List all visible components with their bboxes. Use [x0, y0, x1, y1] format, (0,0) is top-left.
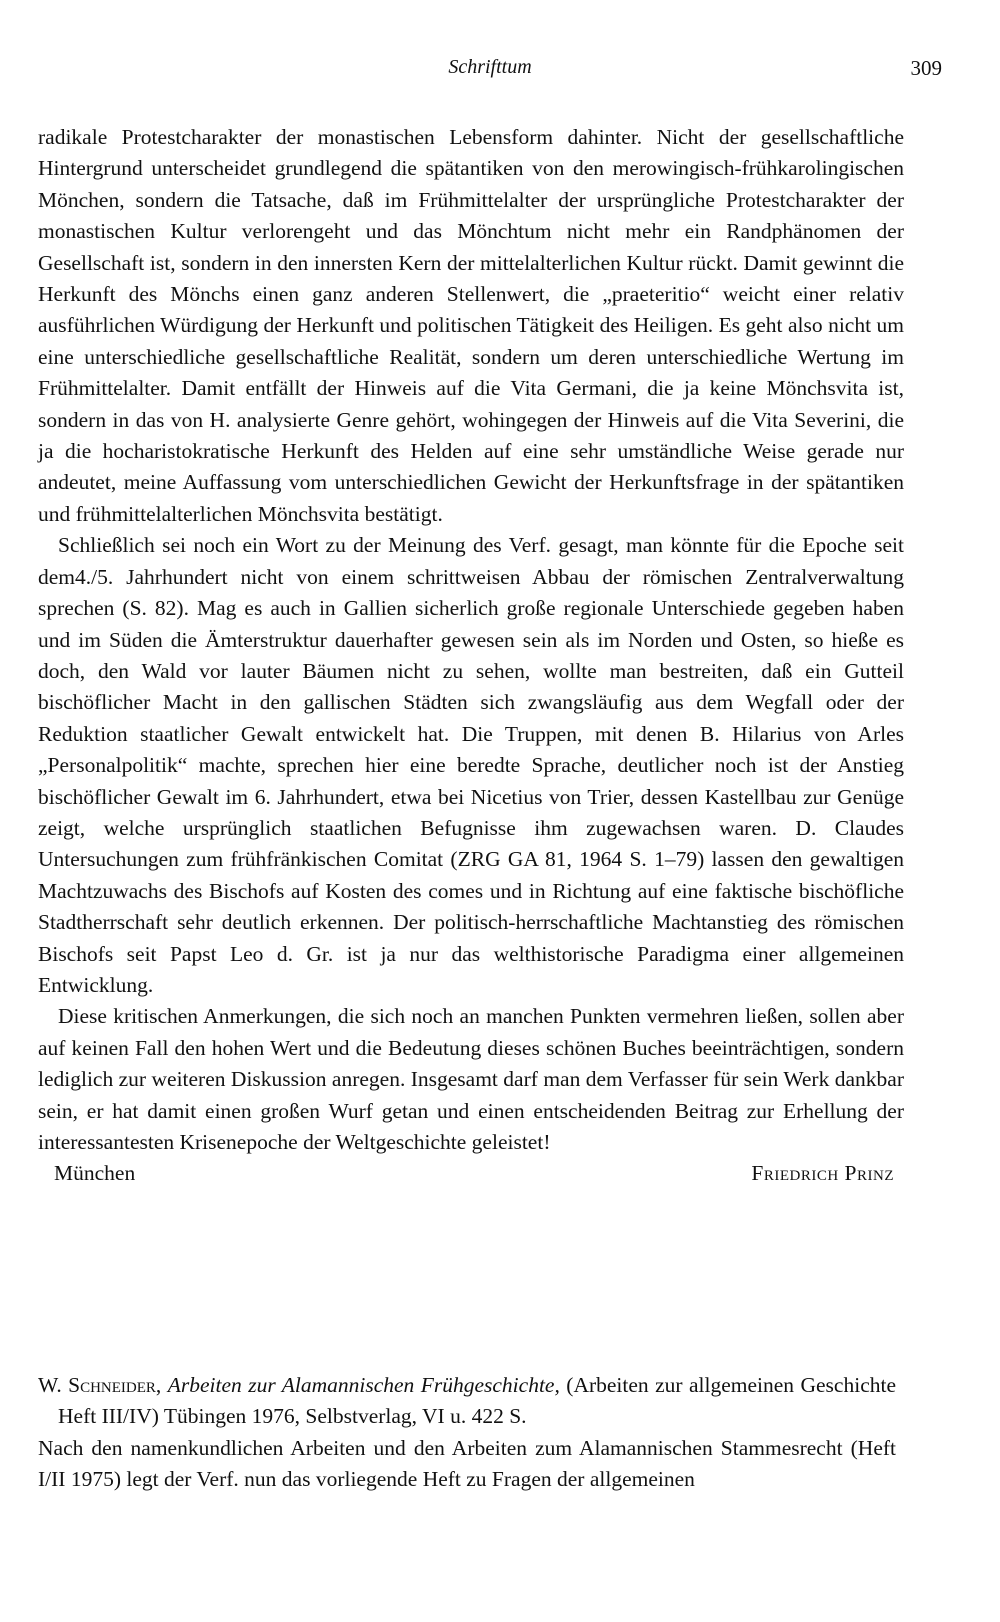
- review-author: W. Schneider,: [38, 1373, 162, 1397]
- signature-line: [38, 1158, 904, 1189]
- paragraph-1: radikale Protestcharakter der monastischen Lebensform dahinter. Nicht der gesellschaftliche Hintergrund unterscheidet grundlegend die spätantiken von den merowingisch-frühkarolingischen Mönchen, sondern die Tatsache, daß im Frühmittelalter der ursprüngliche Protestcharakter der monastischen Kultur verlorengeht und das Mönchtum nicht mehr ein Randphänomen der Gesellschaft ist, sondern in den innersten Kern der mittelalterlichen Kultur rückt. Damit gewinnt die Herkunft des Mönchs einen ganz anderen Stellenwert, die „praeteritio“ weicht einer relativ ausführlichen Würdigung der Herkunft und politischen Tätigkeit des Heiligen. Es geht also nicht um eine unterschiedliche gesellschaftliche Realität, sondern um deren unterschiedliche Wertung im Frühmittelalter. Damit entfällt der Hinweis auf die Vita Germani, die ja keine Mönchsvita ist, sondern in das von H. analysierte Genre gehört, wohingegen der Hinweis auf die Vita Severini, die ja die hocharistokratische Herkunft des Helden auf eine sehr umständliche Weise gerade nur andeutet, meine Auffassung vom unterschiedlichen Gewicht der Herkunftsfrage in der spätantiken und frühmittelalterlichen Mönchsvita bestätigt.: [38, 125, 904, 526]
- review-text: Nach den namenkundlichen Arbeiten und den Arbeiten zum Alamannischen Stammesrecht (Heft I/II 1975) legt der Verf. nun das vorliegende Heft zu Fragen der allgemeinen: [38, 1435, 896, 1492]
- paragraph-3: Diese kritischen Anmerkungen, die sich noch an manchen Punkten vermehren ließen, sollen aber auf keinen Fall den hohen Wert und die Bedeutung dieses schönen Buches beeinträchtigen, sondern lediglich zur weiteren Diskussion anregen. Insgesamt darf man dem Verfasser für sein Werk dankbar sein, er hat damit einen großen Wurf getan und einen entscheidenden Beitrag zur Erhellung der interessantesten Krisenepoche der Weltgeschichte geleistet!: [38, 1004, 904, 1154]
- signature-author: Friedrich Prinz: [751, 1161, 894, 1186]
- review-body: [38, 122, 904, 1190]
- review-book-title: Arbeiten zur Alamannischen Frühgeschichte,: [167, 1373, 560, 1397]
- signature-place: München: [54, 1161, 136, 1186]
- paragraph-2: Schließlich sei noch ein Wort zu der Meinung des Verf. gesagt, man könnte für die Epoche seit dem4./5. Jahrhundert nicht von einem schrittweisen Abbau der römischen Zentralverwaltung sprechen (S. 82). Mag es auch in Gallien sicherlich große regionale Unterschiede gegeben haben und im Süden die Ämterstruktur dauerhafter gewesen sein als im Norden und Osten, so hieße es doch, den Wald vor lauter Bäumen nicht zu sehen, wollte man bestreiten, daß ein Gutteil bischöflicher Macht in den gallischen Städten sich zwangsläufig aus dem Wegfall oder der Reduktion staatlicher Gewalt entwickelt hat. Die Truppen, mit denen B. Hilarius von Arles „Personalpolitik“ machte, sprechen hier eine beredte Sprache, deutlicher noch ist der Anstieg bischöflicher Gewalt im 6. Jahrhundert, etwa bei Nicetius von Trier, dessen Kastellbau zur Genüge zeigt, welche ursprünglich staatlichen Befugnisse ihm zugewachsen waren. D. Claudes Untersuchungen zum frühfränkischen Comitat (ZRG GA 81, 1964 S. 1–79) lassen den gewaltigen Machtzuwachs des Bischofs auf Kosten des comes und in Richtung auf eine faktische bischöfliche Stadtherrschaft sehr deutlich erkennen. Der politisch-herrschaftliche Machtanstieg des römischen Bischofs seit Papst Leo d. Gr. ist ja nur das welthistorische Paradigma einer allgemeinen Entwicklung.: [38, 533, 904, 997]
- running-head: [38, 56, 942, 86]
- running-title: Schrifttum: [448, 56, 532, 78]
- review-book-details: (Arbeiten zur allgemeinen Geschichte Heft III/IV) Tübingen 1976, Selbstverlag, VI u. 422 S.: [58, 1373, 896, 1429]
- page-number: 309: [910, 56, 942, 80]
- next-review: [38, 1370, 896, 1496]
- review-citation: [38, 1370, 896, 1433]
